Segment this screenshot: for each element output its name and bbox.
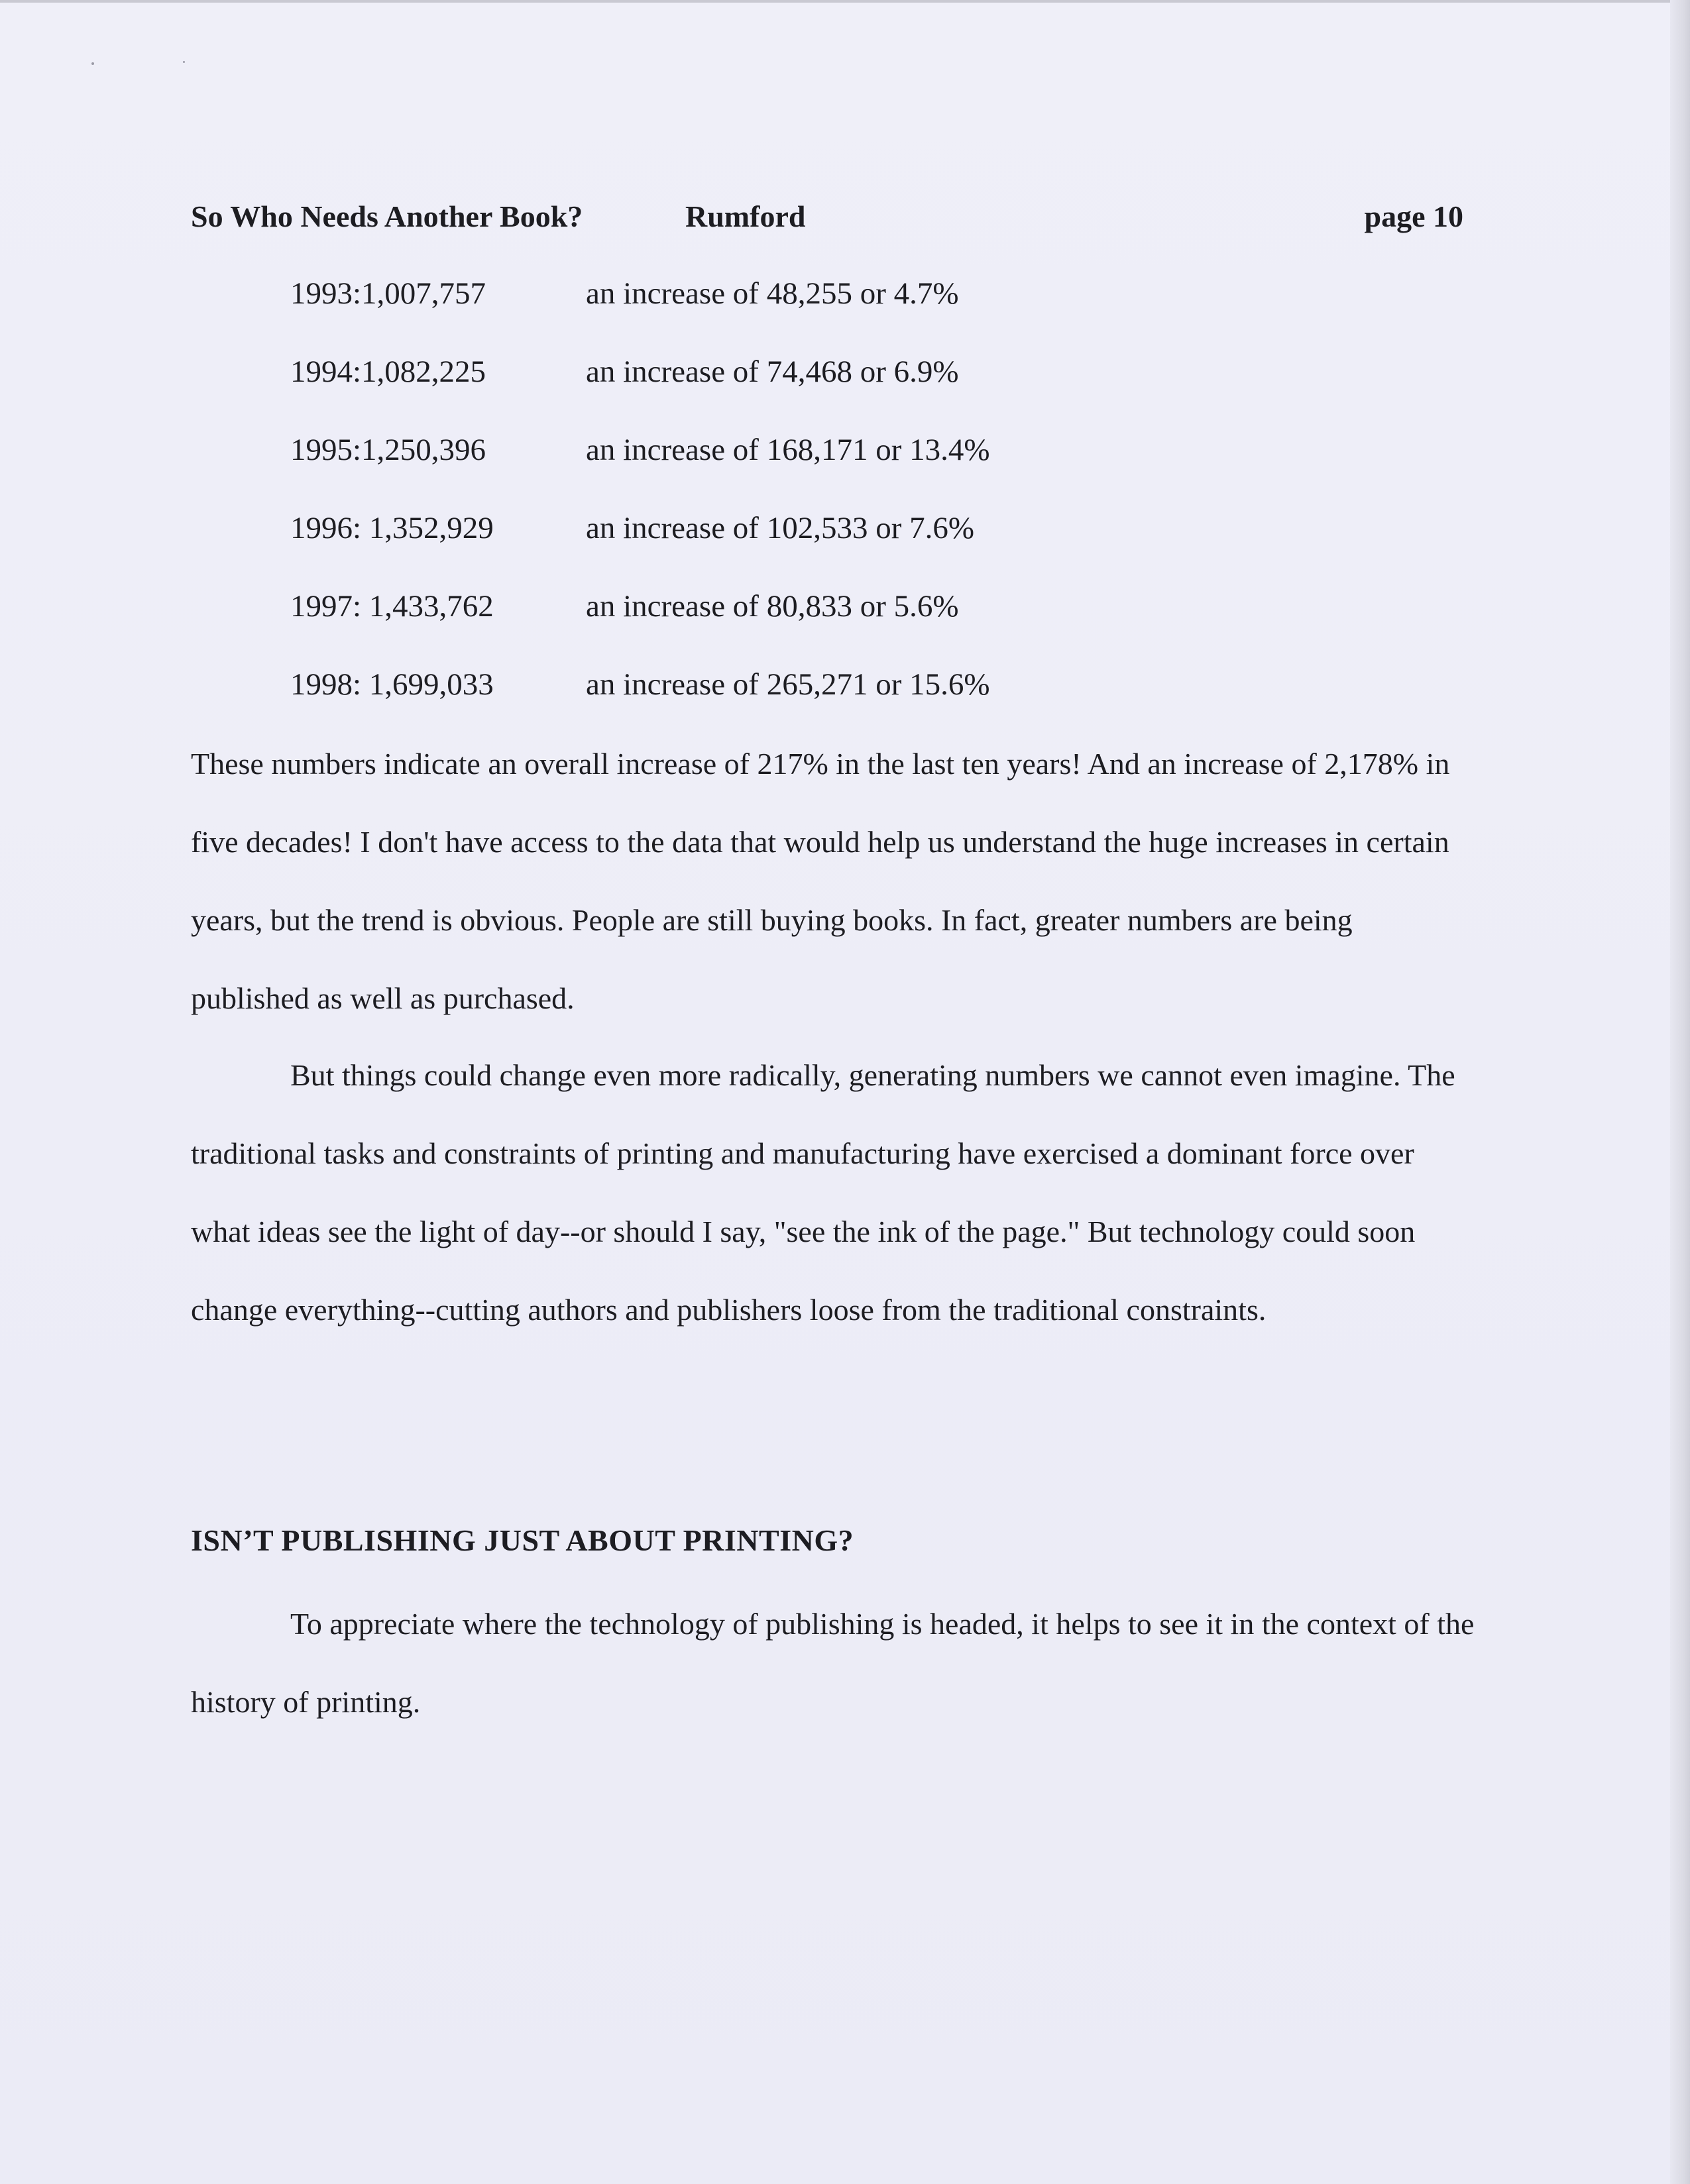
stat-row — [290, 588, 1152, 667]
stat-year-total: 1997: 1,433,762 — [290, 589, 494, 624]
stat-year-total: 1996: 1,352,929 — [290, 511, 494, 545]
paragraph-text: To appreciate where the technology of publishing is headed, it helps to see it in the context of the history of printing. — [191, 1607, 1475, 1719]
paragraph-text: But things could change even more radically, generating numbers we cannot even imagine. The traditional tasks and constraints of printing and manufacturing have exercised a dominant force over what ideas see the light of day--or should I say, "see the ink of the page." But technology could soon change everything--cutting authors and publishers loose from the traditional constraints. — [191, 1058, 1455, 1327]
body-paragraph-summary — [191, 725, 1477, 1038]
stat-year-total: 1993:1,007,757 — [290, 276, 486, 311]
scan-speck — [91, 62, 94, 65]
body-paragraph-history — [191, 1585, 1477, 1741]
stat-year-total: 1995:1,250,396 — [290, 433, 486, 467]
stat-year-total: 1994:1,082,225 — [290, 355, 486, 389]
stat-increase: an increase of 168,171 or 13.4% — [586, 433, 990, 467]
running-header — [191, 199, 1463, 245]
stat-row — [290, 276, 1152, 354]
section-heading: ISN’T PUBLISHING JUST ABOUT PRINTING? — [191, 1523, 854, 1557]
yearly-stats-list — [290, 276, 1152, 745]
stat-increase: an increase of 102,533 or 7.6% — [586, 511, 975, 545]
paragraph-text: These numbers indicate an overall increase of 217% in the last ten years! And an increase of 2,178% in five decades! I don't have access to the data that would help us understand the huge increases in certain years, but the trend is obvious. People are still buying books. In fact, greater numbers are being published as well as purchased. — [191, 747, 1450, 1015]
stat-increase: an increase of 74,468 or 6.9% — [586, 355, 959, 389]
header-author: Rumford — [685, 199, 806, 233]
stat-row — [290, 510, 1152, 588]
stat-increase: an increase of 80,833 or 5.6% — [586, 589, 959, 624]
header-page-number: page 10 — [1364, 199, 1463, 233]
scan-speck — [183, 61, 185, 63]
header-book-title: So Who Needs Another Book? — [191, 199, 583, 233]
body-paragraph-change — [191, 1036, 1477, 1349]
stat-increase: an increase of 48,255 or 4.7% — [586, 276, 959, 311]
stat-row — [290, 354, 1152, 432]
page-top-edge — [0, 0, 1690, 3]
stat-increase: an increase of 265,271 or 15.6% — [586, 667, 990, 702]
stat-row — [290, 432, 1152, 510]
stat-year-total: 1998: 1,699,033 — [290, 667, 494, 702]
page-right-edge — [1670, 0, 1690, 2184]
